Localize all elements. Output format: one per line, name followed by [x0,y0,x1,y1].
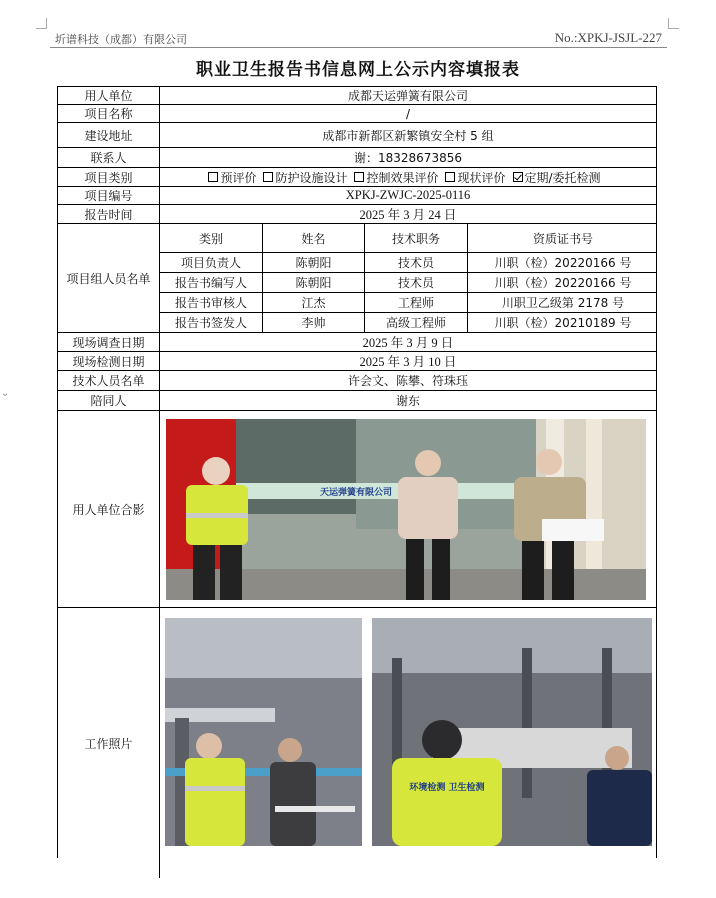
column-header: 姓名 [263,224,365,252]
checkbox-icon[interactable] [445,172,455,182]
row-label: 用人单位 [58,87,160,104]
team-cell: 江杰 [263,292,365,312]
chevron-down-icon[interactable]: ⌄ [1,388,10,399]
team-subtable [160,224,656,332]
checkbox-icon[interactable] [354,172,364,182]
test-date-value: 2025 年 3 月 10 日 [359,355,457,369]
row-label: 项目名称 [58,105,160,122]
team-cell: 技术员 [365,252,468,272]
team-row [160,252,656,273]
team-cell: 川职（检）20210189 号 [494,315,632,330]
team-cell: 陈朝阳 [263,272,365,292]
team-row [160,292,656,313]
team-cell: 报告书签发人 [160,312,263,332]
escort-value: 谢东 [395,394,420,408]
team-cell: 报告书审核人 [160,292,263,312]
row-label: 项目编号 [58,187,160,204]
team-cell: 工程师 [365,292,468,312]
work-photo-left-image [165,618,362,846]
crop-mark [668,18,679,29]
team-cell: 高级工程师 [365,312,468,332]
crop-mark [36,18,47,29]
group-photo [166,419,646,600]
team-cell: 李帅 [263,312,365,332]
team-cell: 川职卫乙级第 2178 号 [501,295,625,310]
contact-value: 谢：18328673856 [354,151,462,165]
row-label: 现场调查日期 [58,333,160,351]
category-option[interactable]: 防护设施设计 [263,169,347,186]
table-row [57,86,657,105]
table-row [57,411,657,608]
column-header: 资质证书号 [532,231,593,246]
table-row [57,105,657,123]
survey-date-value: 2025 年 3 月 9 日 [362,336,454,350]
row-label: 项目类别 [58,168,160,186]
column-header: 技术职务 [365,224,468,252]
checkbox-icon[interactable] [263,172,273,182]
team-row [160,272,656,293]
table-row [57,391,657,411]
table-row [57,608,657,858]
row-label: 陪同人 [58,391,160,410]
team-cell: 陈朝阳 [263,252,365,272]
category-option[interactable]: 定期/委托检测 [513,169,601,186]
group-photo-cell [160,411,656,607]
team-row [160,312,656,332]
work-photo-right [372,618,652,846]
table-row [57,333,657,352]
employer-value: 成都天运弹簧有限公司 [347,89,468,103]
tech-staff-value: 许会文、陈攀、符珠珏 [347,374,468,388]
project-name-value: / [405,106,411,121]
table-row [57,205,657,224]
category-options [160,168,656,186]
team-header-row [160,224,656,253]
category-option[interactable]: 控制效果评价 [354,169,438,186]
vest-print-text: 环境检测 卫生检测 [409,783,485,793]
team-cell: 川职（检）20220166 号 [494,255,632,270]
table-row [57,168,657,187]
page-title: 职业卫生报告书信息网上公示内容填报表 [196,60,520,80]
checkbox-icon[interactable] [208,172,218,182]
team-cell: 技术员 [365,272,468,292]
team-cell: 川职（检）20220166 号 [494,275,632,290]
project-number-value: XPKJ-ZWJC-2025-0116 [345,188,471,202]
work-photo-right-image [372,618,652,846]
address-value: 成都市新都区新繁镇安全村 5 组 [322,128,494,143]
row-label: 技术人员名单 [58,371,160,390]
table-row [57,123,657,148]
header-company: 圻谱科技（成都）有限公司 [55,33,187,46]
team-label: 项目组人员名单 [58,224,160,332]
team-cell: 报告书编写人 [160,272,263,292]
photo-banner-text: 天运弹簧有限公司 [319,488,393,498]
row-label: 现场检测日期 [58,352,160,370]
work-photo-left [165,618,362,846]
category-option[interactable]: 现状评价 [445,169,505,186]
table-row [57,371,657,391]
row-label: 工作照片 [58,608,160,878]
row-label: 联系人 [58,148,160,167]
header-divider [50,47,667,48]
group-photo-image [166,419,646,600]
table-row [57,187,657,205]
row-label: 报告时间 [58,205,160,223]
column-header: 类别 [160,224,263,252]
table-row [57,352,657,371]
row-label: 用人单位合影 [58,411,160,607]
team-cell: 项目负责人 [160,252,263,272]
checked-checkbox-icon[interactable] [513,172,523,182]
report-date-value: 2025 年 3 月 24 日 [359,208,457,222]
team-section [57,224,657,333]
work-photo-cell [160,608,656,898]
row-label: 建设地址 [58,123,160,147]
header-doc-number: No.:XPKJ-JSJL-227 [554,30,662,45]
table-row [57,148,657,168]
category-option[interactable]: 预评价 [208,169,256,186]
